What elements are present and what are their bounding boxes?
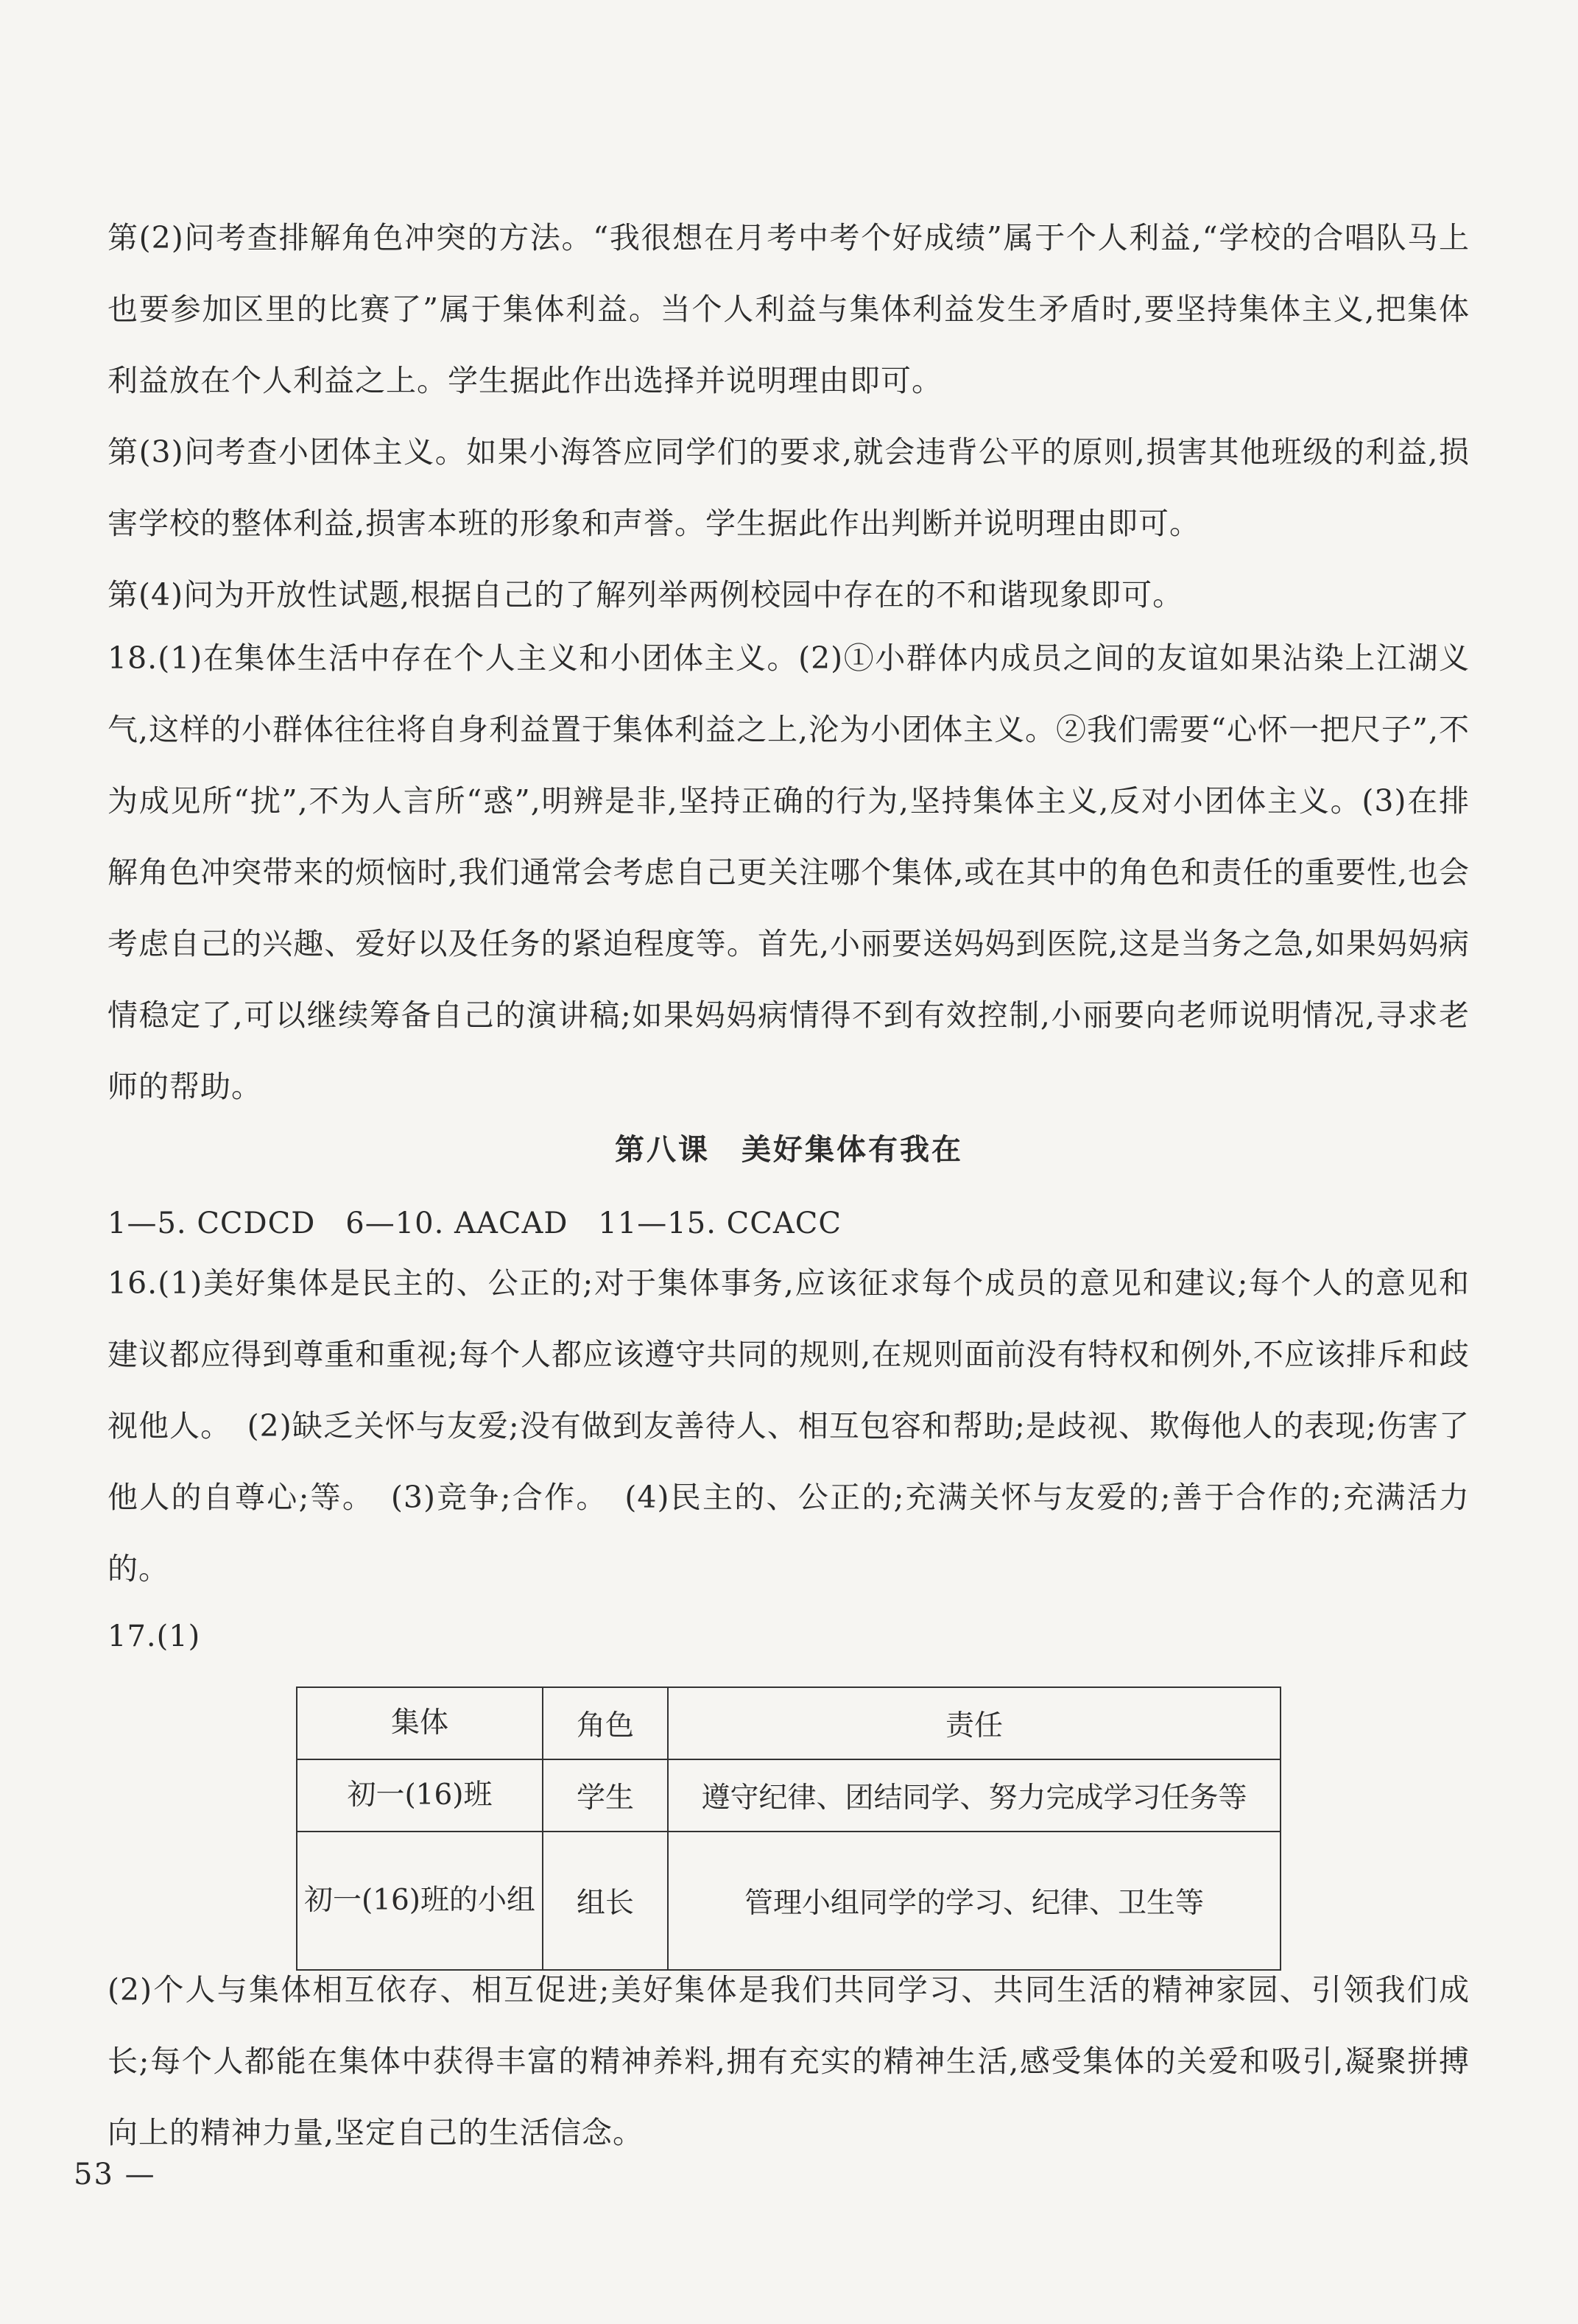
table-cell: 初一(16)班 [297,1759,543,1832]
lesson-heading: 第八课 美好集体有我在 [615,1133,963,1167]
q17-label: 17.(1) [108,1620,201,1653]
choice-answers: 1—5. CCDCD 6—10. AACAD 11—15. CCACC [108,1207,842,1240]
table-row [297,1759,1281,1832]
page-number: 53 — [74,2158,156,2191]
table-row [297,1832,1281,1970]
paragraph-q17-part2: (2)个人与集体相互依存、相互促进;美好集体是我们共同学习、共同生活的精神家园、引领我们成长;每个人都能在集体中获得丰富的精神养料,拥有充实的精神生活,感受集体的关爱和吸引,凝聚拼搏向上的精神力量,坚定自己的生活信念。 [108,1972,1470,2150]
paragraph-q16-answer: 16.(1)美好集体是民主的、公正的;对于集体事务,应该征求每个成员的意见和建议;每个人的意见和建议都应得到尊重和重视;每个人都应该遵守共同的规则,在规则面前没有特权和例外,不应该排斥和歧视他人。 (2)缺乏关怀与友爱;没有做到友善待人、相互包容和帮助;是歧视、欺侮他人的表现;伤害了他人的自尊心;等。 (3)竞争;合作。 (4)民主的、公正的;充满关怀与友爱的;善于合作的;充满活力的。 [108,1265,1470,1586]
table-header-cell: 集体 [297,1687,543,1759]
table-cell: 组长 [543,1832,668,1970]
table-header-cell: 责任 [668,1687,1281,1759]
table-cell: 管理小组同学的学习、纪律、卫生等 [668,1832,1281,1970]
table-header-row [297,1687,1281,1759]
paragraph-q4-explanation: 第(4)问为开放性试题,根据自己的了解列举两例校园中存在的不和谐现象即可。 [108,577,1184,612]
paragraph-q3-explanation: 第(3)问考查小团体主义。如果小海答应同学们的要求,就会违背公平的原则,损害其他班级的利益,损害学校的整体利益,损害本班的形象和声誉。学生据此作出判断并说明理由即可。 [108,434,1470,541]
table-cell: 遵守纪律、团结同学、努力完成学习任务等 [668,1759,1281,1832]
table-cell: 学生 [543,1759,668,1832]
paragraph-q18-answer: 18.(1)在集体生活中存在个人主义和小团体主义。(2)①小群体内成员之间的友谊如果沾染上江湖义气,这样的小群体往往将自身利益置于集体利益之上,沦为小团体主义。②我们需要“心怀一把尺子”,不为成见所“扰”,不为人言所“惑”,明辨是非,坚持正确的行为,坚持集体主义,反对小团体主义。(3)在排解角色冲突带来的烦恼时,我们通常会考虑自己更关注哪个集体,或在其中的角色和责任的重要性,也会考虑自己的兴趣、爱好以及任务的紧迫程度等。首先,小丽要送妈妈到医院,这是当务之急,如果妈妈病情稳定了,可以继续筹备自己的演讲稿;如果妈妈病情得不到有效控制,小丽要向老师说明情况,寻求老师的帮助。 [108,640,1470,1104]
responsibility-table [296,1687,1281,1971]
table-cell: 初一(16)班的小组 [297,1832,543,1970]
paragraph-q2-explanation: 第(2)问考查排解角色冲突的方法。“我很想在月考中考个好成绩”属于个人利益,“学校的合唱队马上也要参加区里的比赛了”属于集体利益。当个人利益与集体利益发生矛盾时,要坚持集体主义,把集体利益放在个人利益之上。学生据此作出选择并说明理由即可。 [108,220,1470,398]
table-header-cell: 角色 [543,1687,668,1759]
